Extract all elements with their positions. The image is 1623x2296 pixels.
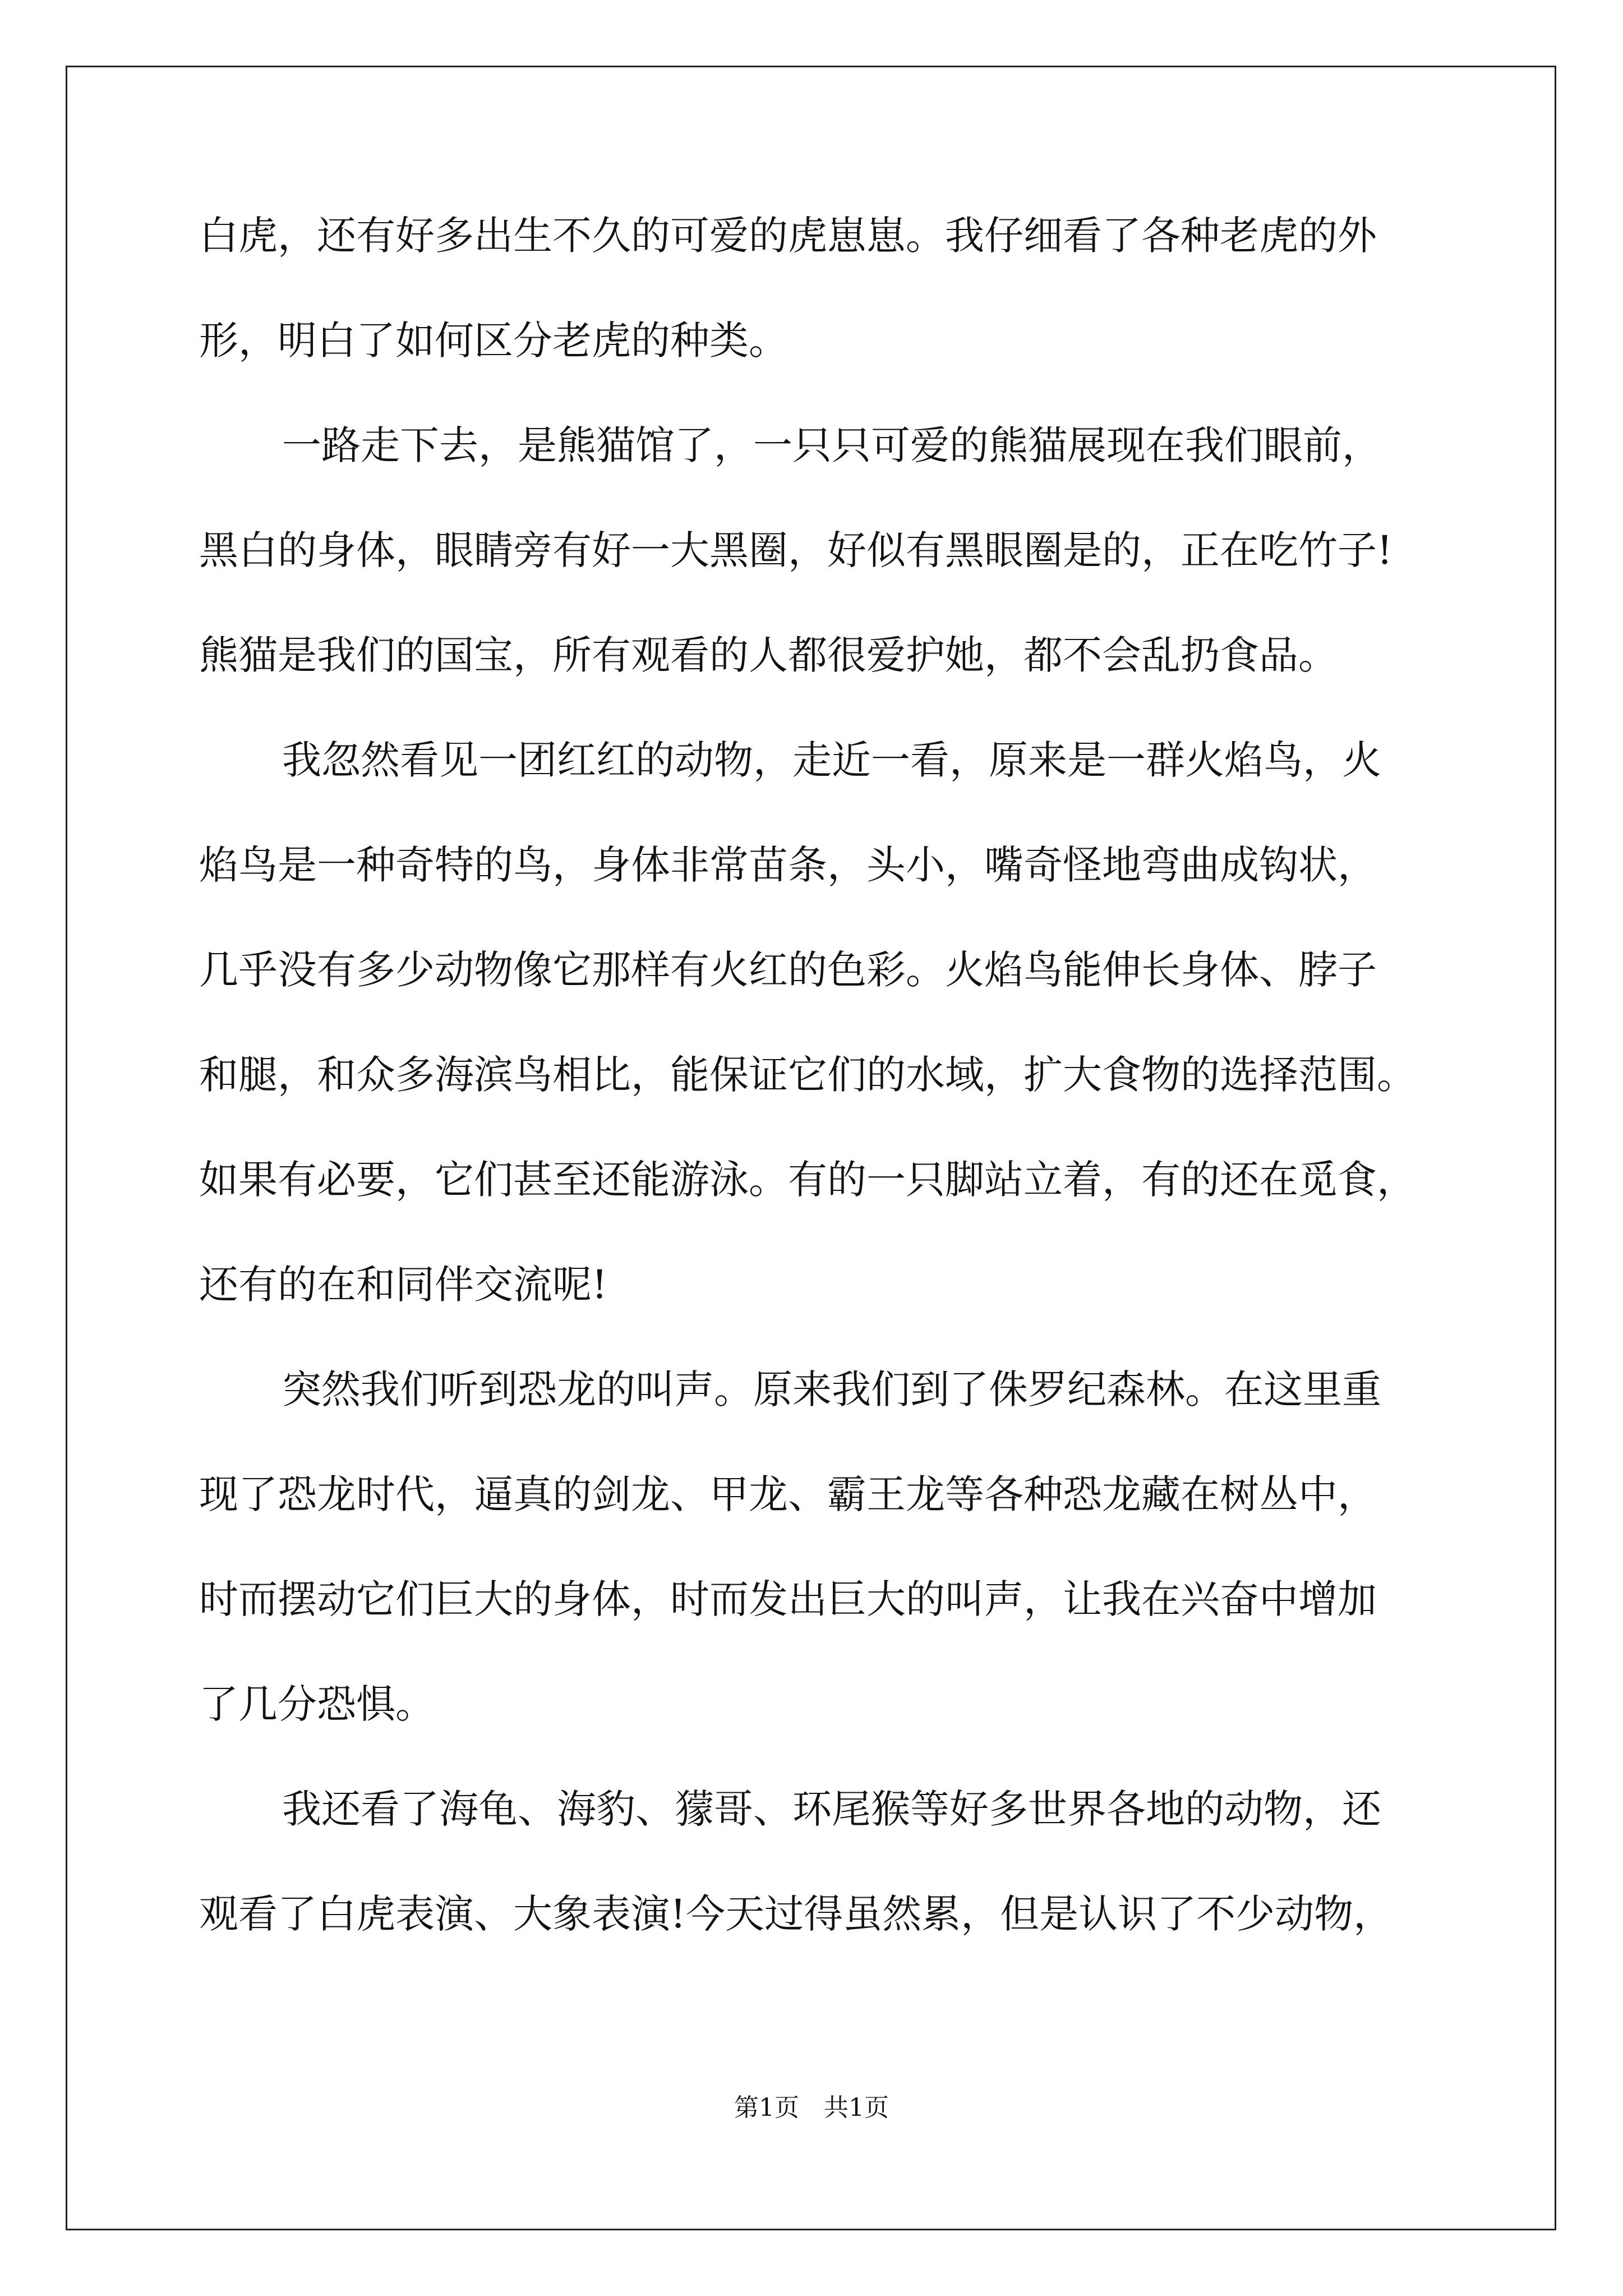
paragraph-first-line: 一路走下去，是熊猫馆了，一只只可爱的熊猫展现在我们眼前， <box>282 422 1381 468</box>
text-line: 和腿，和众多海滨鸟相比，能保证它们的水域，扩大食物的选择范围。 <box>199 1052 1416 1098</box>
document-body <box>199 213 1433 1999</box>
text-line: 熊猫是我们的国宝，所有观看的人都很爱护她，都不会乱扔食品。 <box>199 632 1338 678</box>
paragraph-first-line: 突然我们听到恐龙的叫声。原来我们到了侏罗纪森林。在这里重 <box>282 1366 1381 1412</box>
page-number-footer: 第1页 共1页 <box>734 2093 889 2122</box>
text-line: 现了恐龙时代，逼真的剑龙、甲龙、霸王龙等各种恐龙藏在树丛中， <box>199 1471 1377 1517</box>
paragraph-first-line: 我忽然看见一团红红的动物，走近一看，原来是一群火焰鸟，火 <box>282 737 1381 783</box>
text-line: 白虎，还有好多出生不久的可爱的虎崽崽。我仔细看了各种老虎的外 <box>199 213 1377 259</box>
text-line: 如果有必要，它们甚至还能游泳。有的一只脚站立着，有的还在觅食， <box>199 1157 1416 1203</box>
text-line: 还有的在和同伴交流呢! <box>199 1262 608 1308</box>
text-line: 时而摆动它们巨大的身体，时而发出巨大的叫声，让我在兴奋中增加 <box>199 1576 1377 1622</box>
text-line: 了几分恐惧。 <box>199 1681 435 1727</box>
text-line: 焰鸟是一种奇特的鸟，身体非常苗条，头小，嘴奇怪地弯曲成钩状， <box>199 842 1377 888</box>
text-line: 几乎没有多少动物像它那样有火红的色彩。火焰鸟能伸长身体、脖子 <box>199 947 1377 993</box>
text-line: 观看了白虎表演、大象表演!今天过得虽然累，但是认识了不少动物， <box>199 1891 1393 1937</box>
text-line: 形，明白了如何区分老虎的种类。 <box>199 318 788 364</box>
paragraph-first-line: 我还看了海龟、海豹、獴哥、环尾猴等好多世界各地的动物，还 <box>282 1786 1381 1832</box>
text-line: 黑白的身体，眼睛旁有好一大黑圈，好似有黑眼圈是的，正在吃竹子! <box>199 527 1393 573</box>
